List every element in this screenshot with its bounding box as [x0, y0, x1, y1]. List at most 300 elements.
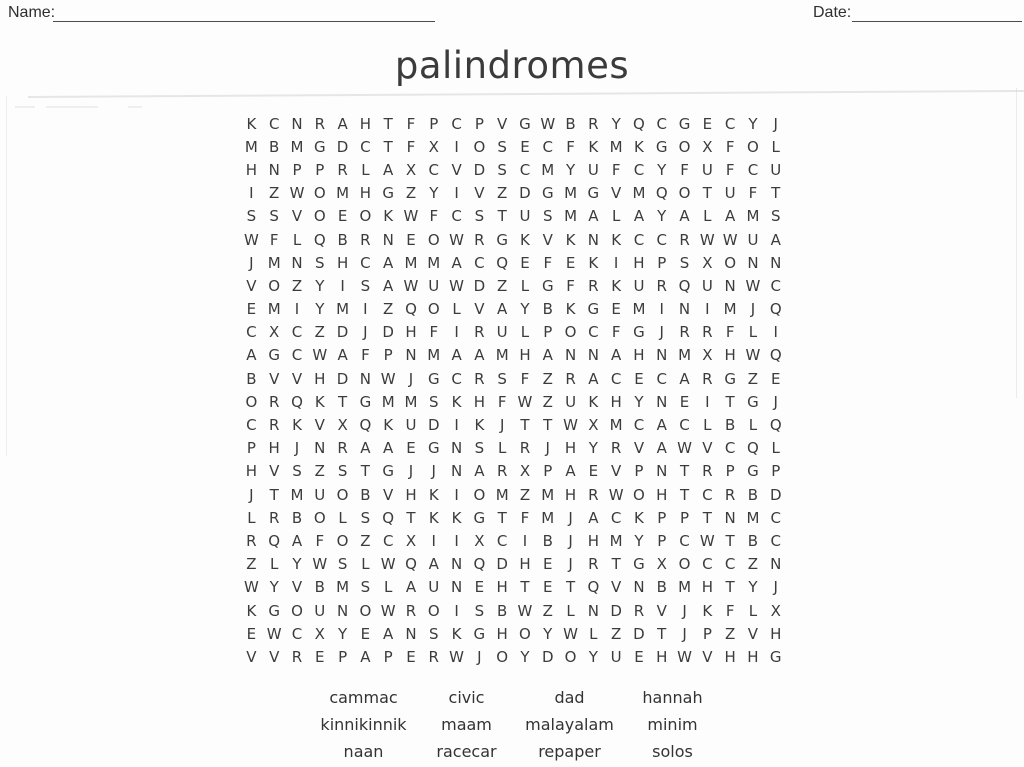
grid-letter: V: [269, 369, 280, 388]
grid-letter: K: [611, 230, 622, 249]
grid-letter: W: [517, 601, 533, 620]
grid-letter: E: [520, 137, 530, 156]
grid-letter: C: [610, 369, 622, 388]
grid-letter: K: [383, 416, 394, 435]
grid-letter: W: [563, 624, 578, 643]
grid-letter: A: [383, 253, 394, 272]
grid-letter: F: [566, 137, 575, 156]
grid-letter: M: [336, 578, 350, 597]
grid-letter: C: [451, 114, 462, 133]
grid-letter: T: [679, 462, 690, 481]
grid-letter: Q: [633, 114, 645, 133]
grid-letter: H: [519, 346, 531, 365]
grid-letter: G: [724, 369, 736, 388]
grid-letter: C: [474, 253, 485, 272]
date-label: Date:: [813, 4, 852, 21]
grid-letter: U: [428, 276, 440, 295]
grid-letter: N: [450, 439, 463, 458]
grid-letter: P: [315, 160, 325, 179]
grid-letter: N: [770, 253, 782, 272]
grid-letter: J: [568, 508, 573, 527]
grid-letter: Y: [657, 207, 667, 226]
grid-letter: R: [405, 601, 417, 620]
grid-letter: O: [678, 137, 691, 156]
grid-letter: R: [679, 230, 690, 249]
grid-letter: X: [314, 624, 325, 643]
grid-letter: G: [541, 184, 554, 203]
grid-letter: H: [724, 647, 736, 666]
grid-letter: H: [610, 392, 622, 411]
grid-letter: T: [771, 184, 781, 203]
grid-letter: R: [724, 485, 736, 504]
grid-letter: V: [269, 462, 280, 481]
grid-letter: P: [383, 647, 393, 666]
grid-letter: T: [611, 555, 621, 574]
grid-letter: R: [428, 647, 439, 666]
grid-letter: C: [656, 114, 667, 133]
grid-letter: Z: [360, 531, 371, 550]
grid-letter: K: [565, 300, 576, 319]
grid-letter: F: [725, 323, 735, 342]
grid-letter: J: [568, 531, 573, 550]
grid-letter: T: [702, 184, 712, 203]
scan-artifact-top-line: [28, 90, 1024, 98]
grid-letter: Q: [291, 392, 303, 411]
grid-letter: O: [678, 555, 691, 574]
grid-letter: A: [337, 346, 348, 365]
word-list-item: kinnikinnik: [320, 715, 407, 734]
grid-letter: A: [383, 160, 394, 179]
grid-letter: O: [268, 276, 281, 295]
word-list-item: repaper: [538, 742, 601, 761]
grid-letter: A: [428, 555, 439, 574]
grid-letter: U: [314, 485, 326, 504]
grid-letter: J: [773, 392, 778, 411]
grid-letter: U: [701, 160, 713, 179]
grid-letter: R: [268, 392, 280, 411]
grid-letter: M: [290, 137, 304, 156]
grid-letter: V: [702, 439, 713, 458]
grid-letter: A: [611, 346, 622, 365]
grid-letter: C: [588, 323, 599, 342]
grid-letter: F: [611, 160, 621, 179]
grid-letter: A: [360, 647, 371, 666]
grid-letter: C: [360, 253, 371, 272]
grid-letter: A: [497, 300, 508, 319]
grid-letter: A: [405, 578, 417, 597]
word-list-item: minim: [647, 715, 698, 734]
grid-letter: U: [770, 160, 782, 179]
grid-letter: J: [249, 485, 254, 504]
grid-letter: W: [312, 346, 328, 365]
grid-letter: Y: [429, 184, 439, 203]
grid-letter: A: [633, 207, 645, 226]
grid-letter: A: [656, 416, 667, 435]
word-list-item: naan: [343, 742, 384, 761]
grid-letter: N: [405, 346, 417, 365]
grid-letter: O: [427, 601, 440, 620]
grid-letter: B: [747, 485, 759, 504]
grid-letter: C: [633, 230, 645, 249]
grid-letter: T: [360, 462, 370, 481]
grid-letter: H: [724, 346, 736, 365]
grid-letter: O: [313, 184, 326, 203]
grid-letter: X: [428, 137, 439, 156]
grid-letter: N: [314, 439, 326, 458]
grid-letter: Q: [405, 555, 417, 574]
grid-letter: T: [543, 416, 553, 435]
grid-letter: I: [363, 300, 368, 319]
grid-letter: X: [269, 323, 280, 342]
grid-letter: R: [702, 462, 713, 481]
grid-letter: B: [542, 300, 553, 319]
grid-letter: C: [360, 137, 371, 156]
grid-letter: E: [360, 624, 371, 643]
grid-letter: E: [770, 369, 781, 388]
grid-letter: O: [336, 485, 349, 504]
grid-letter: H: [519, 555, 531, 574]
grid-letter: C: [246, 416, 257, 435]
grid-letter: H: [473, 392, 485, 411]
grid-letter: E: [565, 253, 576, 272]
grid-letter: L: [292, 230, 302, 249]
grid-letter: E: [679, 392, 690, 411]
grid-letter: B: [360, 485, 371, 504]
grid-letter: F: [680, 160, 689, 179]
date-write-line: [852, 7, 1022, 22]
grid-letter: F: [725, 137, 735, 156]
grid-letter: Y: [611, 114, 621, 133]
grid-letter: E: [634, 647, 644, 666]
grid-letter: K: [428, 485, 439, 504]
grid-letter: M: [244, 137, 258, 156]
grid-letter: P: [474, 114, 484, 133]
grid-letter: R: [588, 114, 599, 133]
grid-letter: S: [429, 624, 439, 643]
grid-letter: W: [449, 230, 464, 249]
grid-letter: J: [431, 462, 436, 481]
grid-letter: K: [451, 624, 462, 643]
grid-letter: Q: [769, 300, 782, 319]
grid-letter: O: [473, 137, 486, 156]
grid-letter: S: [679, 253, 690, 272]
grid-letter: T: [520, 416, 530, 435]
grid-letter: N: [678, 300, 691, 319]
grid-letter: K: [292, 416, 302, 435]
grid-letter: A: [588, 369, 599, 388]
grid-letter: F: [429, 323, 439, 342]
grid-letter: R: [633, 601, 645, 620]
grid-letter: M: [336, 184, 350, 203]
grid-letter: M: [541, 160, 555, 179]
grid-letter: R: [474, 369, 485, 388]
grid-letter: U: [724, 184, 736, 203]
grid-letter: O: [564, 647, 577, 666]
grid-letter: B: [291, 508, 303, 527]
grid-letter: F: [543, 253, 553, 272]
grid-letter: I: [454, 531, 459, 550]
grid-letter: H: [656, 485, 668, 504]
grid-letter: J: [682, 624, 687, 643]
grid-letter: G: [359, 392, 372, 411]
grid-letter: L: [703, 416, 712, 435]
grid-letter: G: [473, 508, 486, 527]
grid-letter: D: [473, 276, 486, 295]
grid-letter: I: [249, 184, 254, 203]
grid-letter: M: [541, 508, 555, 527]
grid-letter: P: [543, 462, 553, 481]
grid-letter: J: [659, 323, 664, 342]
grid-letter: P: [702, 624, 712, 643]
grid-letter: D: [473, 160, 486, 179]
grid-letter: R: [246, 531, 257, 550]
grid-letter: A: [474, 346, 485, 365]
scan-artifact-dash: [46, 106, 98, 108]
grid-letter: Z: [519, 485, 531, 504]
grid-letter: I: [454, 601, 459, 620]
grid-letter: A: [725, 207, 736, 226]
grid-letter: E: [474, 578, 485, 597]
grid-letter: A: [291, 531, 303, 550]
grid-letter: Z: [269, 184, 280, 203]
grid-letter: Y: [588, 647, 598, 666]
grid-letter: F: [361, 346, 370, 365]
grid-letter: R: [656, 276, 667, 295]
grid-letter: Q: [747, 439, 759, 458]
grid-letter: B: [656, 578, 667, 597]
grid-letter: C: [519, 160, 531, 179]
grid-letter: A: [770, 230, 781, 249]
grid-letter: C: [656, 369, 667, 388]
grid-letter: U: [496, 323, 508, 342]
grid-letter: D: [519, 184, 531, 203]
grid-letter: M: [381, 392, 395, 411]
grid-letter: E: [406, 647, 416, 666]
grid-letter: N: [564, 346, 577, 365]
grid-letter: I: [659, 300, 664, 319]
grid-letter: R: [610, 439, 622, 458]
grid-letter: K: [634, 508, 644, 527]
grid-letter: U: [314, 601, 326, 620]
grid-letter: C: [291, 346, 303, 365]
grid-letter: S: [497, 137, 507, 156]
grid-letter: I: [454, 323, 459, 342]
scan-artifact-left-edge: [6, 96, 7, 456]
grid-letter: E: [543, 578, 553, 597]
grid-letter: B: [724, 416, 736, 435]
grid-letter: O: [427, 300, 440, 319]
grid-letter: R: [588, 485, 599, 504]
grid-letter: Z: [724, 624, 736, 643]
grid-letter: W: [699, 230, 715, 249]
grid-letter: L: [361, 555, 370, 574]
grid-letter: C: [633, 160, 645, 179]
grid-letter: R: [702, 323, 713, 342]
grid-letter: M: [404, 392, 418, 411]
grid-letter: S: [360, 578, 371, 597]
grid-letter: A: [565, 462, 576, 481]
grid-letter: I: [454, 485, 459, 504]
grid-letter: P: [383, 346, 393, 365]
grid-letter: O: [678, 184, 691, 203]
grid-letter: G: [313, 137, 326, 156]
grid-letter: W: [449, 647, 464, 666]
grid-letter: W: [722, 230, 738, 249]
grid-letter: N: [587, 230, 599, 249]
grid-letter: Y: [292, 555, 302, 574]
grid-letter: E: [406, 439, 416, 458]
grid-letter: L: [247, 508, 256, 527]
grid-letter: C: [679, 416, 690, 435]
grid-letter: E: [543, 555, 553, 574]
grid-letter: Z: [542, 601, 553, 620]
grid-letter: U: [565, 392, 577, 411]
grid-letter: C: [702, 485, 713, 504]
grid-letter: G: [678, 114, 691, 133]
grid-letter: G: [747, 392, 759, 411]
grid-letter: Z: [611, 624, 622, 643]
grid-letter: R: [337, 439, 348, 458]
word-list-item: malayalam: [525, 715, 614, 734]
grid-letter: V: [291, 207, 303, 226]
grid-letter: L: [520, 276, 530, 295]
grid-letter: Q: [769, 416, 782, 435]
grid-letter: X: [702, 137, 713, 156]
grid-letter: X: [474, 531, 485, 550]
grid-letter: N: [336, 601, 349, 620]
grid-letter: N: [724, 508, 736, 527]
grid-letter: V: [633, 439, 645, 458]
grid-letter: R: [565, 369, 576, 388]
grid-letter: N: [587, 346, 599, 365]
grid-letter: P: [292, 160, 302, 179]
grid-letter: N: [770, 555, 782, 574]
word-list-item: civic: [448, 688, 485, 707]
grid-letter: O: [313, 508, 326, 527]
grid-letter: J: [408, 369, 414, 388]
grid-letter: I: [294, 300, 300, 319]
grid-letter: E: [611, 300, 621, 319]
grid-letter: L: [748, 601, 758, 620]
grid-letter: Z: [542, 392, 553, 411]
grid-letter: C: [770, 531, 781, 550]
grid-letter: K: [383, 207, 394, 226]
grid-letter: L: [771, 439, 780, 458]
grid-letter: I: [705, 300, 710, 319]
grid-letter: K: [611, 276, 622, 295]
grid-letter: B: [246, 369, 257, 388]
grid-letter: W: [699, 531, 715, 550]
grid-letter: Y: [543, 624, 553, 643]
grid-letter: M: [336, 300, 350, 319]
grid-letter: S: [474, 207, 485, 226]
word-list-item: dad: [554, 688, 585, 707]
grid-letter: U: [428, 578, 440, 597]
grid-letter: Y: [748, 578, 758, 597]
grid-letter: K: [428, 508, 439, 527]
grid-letter: J: [750, 300, 756, 319]
grid-letter: G: [655, 137, 668, 156]
grid-letter: W: [403, 276, 419, 295]
grid-letter: W: [540, 114, 556, 133]
grid-letter: G: [427, 439, 440, 458]
grid-letter: C: [770, 508, 781, 527]
grid-letter: K: [588, 392, 599, 411]
grid-letter: R: [360, 230, 371, 249]
grid-letter: E: [246, 624, 257, 643]
grid-letter: F: [429, 207, 439, 226]
grid-letter: C: [724, 114, 736, 133]
grid-letter: P: [246, 439, 256, 458]
grid-letter: M: [746, 508, 760, 527]
grid-letter: M: [541, 485, 555, 504]
grid-letter: H: [633, 253, 645, 272]
grid-letter: V: [611, 578, 622, 597]
grid-letter: W: [449, 276, 464, 295]
grid-letter: G: [268, 601, 280, 620]
grid-letter: G: [587, 300, 600, 319]
grid-letter: N: [587, 601, 599, 620]
grid-letter: C: [724, 439, 736, 458]
grid-letter: W: [380, 601, 396, 620]
grid-letter: M: [267, 253, 281, 272]
grid-letter: D: [769, 485, 782, 504]
grid-letter: R: [268, 508, 280, 527]
word-list-item: hannah: [642, 688, 703, 707]
grid-letter: V: [474, 300, 485, 319]
grid-letter: Y: [634, 392, 644, 411]
grid-letter: N: [450, 578, 463, 597]
grid-letter: C: [633, 416, 645, 435]
grid-letter: W: [745, 276, 761, 295]
grid-letter: C: [724, 555, 736, 574]
grid-letter: V: [611, 462, 622, 481]
grid-letter: A: [383, 439, 394, 458]
grid-letter: Q: [382, 508, 395, 527]
grid-letter: W: [677, 647, 692, 666]
grid-letter: H: [405, 485, 417, 504]
grid-letter: G: [473, 624, 486, 643]
grid-letter: C: [268, 114, 280, 133]
grid-letter: O: [291, 601, 303, 620]
grid-letter: I: [454, 416, 459, 435]
grid-letter: N: [656, 346, 668, 365]
grid-letter: G: [587, 184, 600, 203]
grid-letter: R: [314, 114, 325, 133]
grid-letter: M: [632, 184, 646, 203]
grid-letter: P: [657, 508, 667, 527]
grid-letter: P: [657, 531, 667, 550]
grid-letter: M: [632, 300, 646, 319]
grid-letter: Z: [747, 555, 759, 574]
grid-letter: Y: [315, 276, 325, 295]
grid-letter: B: [565, 114, 576, 133]
grid-letter: O: [245, 392, 258, 411]
grid-letter: M: [495, 485, 509, 504]
grid-letter: D: [382, 323, 394, 342]
grid-letter: R: [474, 230, 485, 249]
grid-letter: M: [609, 137, 623, 156]
grid-letter: O: [564, 323, 577, 342]
grid-letter: E: [406, 230, 416, 249]
grid-letter: U: [747, 230, 759, 249]
grid-letter: Y: [338, 624, 348, 643]
grid-letter: W: [608, 485, 624, 504]
grid-letter: A: [451, 253, 462, 272]
grid-letter: E: [337, 207, 348, 226]
grid-letter: W: [403, 207, 419, 226]
grid-letter: V: [497, 114, 508, 133]
